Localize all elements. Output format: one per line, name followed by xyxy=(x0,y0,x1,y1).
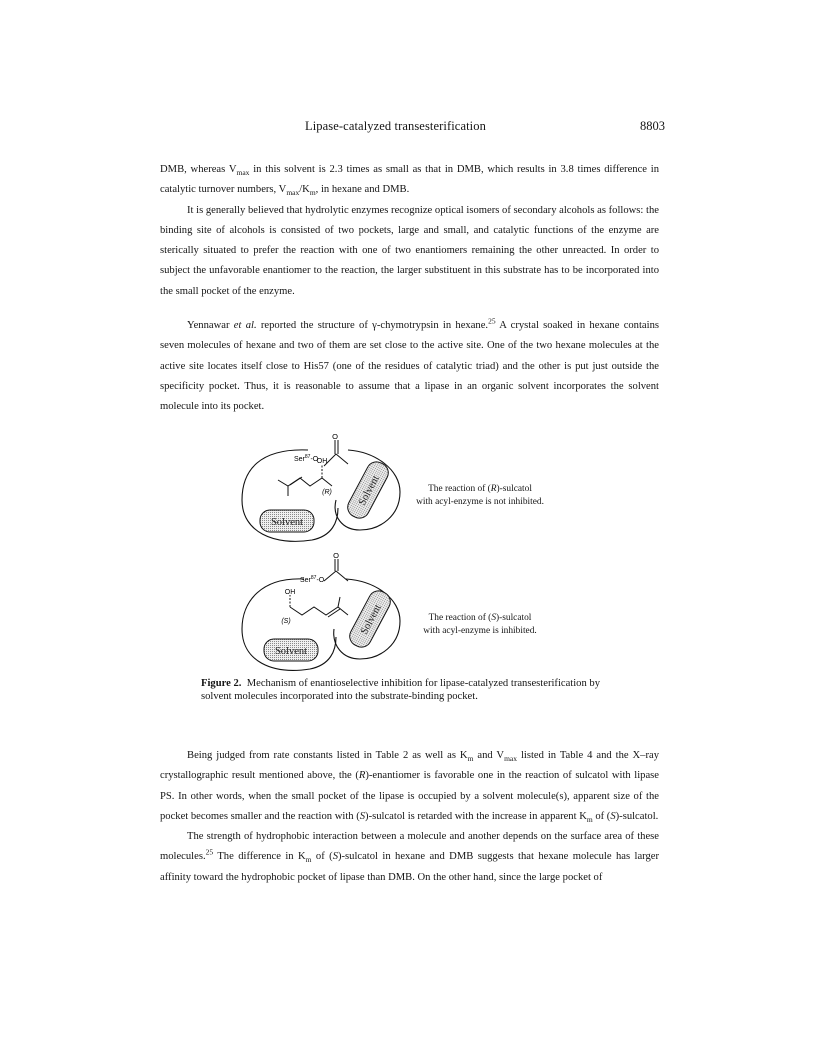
paragraph-1: DMB, whereas $V_{max}$ in this solvent is 2.3 times as small as that in DMB, which results in 3.8 times difference in catalytic turnover numbers, $V_{max}/K_m$, in hexane and DMB. xyxy=(160,164,659,198)
double-bond-line xyxy=(290,477,302,485)
sulcatol-chain xyxy=(278,478,332,486)
ser-o-bond-s xyxy=(324,571,336,581)
running-title: Lipase-catalyzed transesterification xyxy=(305,119,486,133)
ser-label-s: Ser$^{87}$-O xyxy=(300,575,325,584)
carbonyl-o-label: O xyxy=(332,432,338,441)
text-block-upper xyxy=(160,160,659,302)
small-pocket-solvent-label-s: Solvent xyxy=(358,602,384,637)
small-pocket-solvent-label: Solvent xyxy=(356,473,382,508)
config-label-s: (S) xyxy=(281,618,291,625)
acyl-methyl-bond xyxy=(336,454,348,464)
carbonyl-o-label-s: O xyxy=(333,551,339,560)
scheme-r-note: The reaction of (R)-sulcatol with acyl-enzyme is not inhibited. xyxy=(416,484,544,507)
scheme-r-sulcatol xyxy=(230,430,410,545)
scheme-s-sulcatol xyxy=(230,551,410,677)
oh-label-s: OH xyxy=(284,589,296,596)
ser-label: Ser$^{87}$-O xyxy=(294,454,319,463)
acyl-methyl-bond-s xyxy=(336,571,348,581)
page-number: 8803 xyxy=(640,119,665,133)
methyl-branch-s xyxy=(338,597,340,607)
caption-text: Mechanism of enantioselective inhibition for lipase-catalyzed transesterification by solvent molecules incorporated into the substrate-binding pocket. xyxy=(201,678,601,703)
large-pocket-solvent-label-s: Solvent xyxy=(274,646,308,657)
text-block-lower xyxy=(160,746,659,888)
figure-caption xyxy=(201,677,601,703)
text-block-middle xyxy=(160,316,659,417)
config-label: (R) xyxy=(322,489,332,496)
solvent-blob-small xyxy=(344,458,392,521)
scheme-s-drawing xyxy=(230,551,410,677)
paragraph-3: Yennawar et al. reported the structure of γ-chymotrypsin in hexane.$^{25}$ A crystal soaked in hexane contains seven molecules of hexane and two of them are set close to the active site. One of the two hexane molecules at the active site locates itself close to His57 (one of the residues of catalytic triad) and the other is put just outside the specificity pocket. Thus, it is reasonable to assume that a lipase in an organic solvent incorporates the solvent molecule into its pocket. xyxy=(160,316,659,413)
oh-label: OH xyxy=(316,458,328,465)
sulcatol-chain-s xyxy=(290,607,348,615)
paragraph-2: It is generally believed that hydrolytic enzymes recognize optical isomers of secondary alcohols as follows: the binding site of alcohols is consisted of two pockets, large and small, and catalytic functions of the enzyme are sterically situated to prefer the reaction with one of two enantiomers remaining the other unreacted. In order to subject the unfavorable enantiomer to the reaction, the larger substituent in this substrate has to be incorporated into the small pocket of the enzyme. xyxy=(160,204,659,297)
large-pocket-solvent-label: Solvent xyxy=(270,517,304,528)
scheme-s-note: The reaction of (S)-sulcatol with acyl-enzyme is inhibited. xyxy=(423,613,537,636)
paragraph-5: The strength of hydrophobic interaction between a molecule and another depends on the surface area of these molecules.$^{25}$ The difference in $K_m$ of (S)-sulcatol in hexane and DMB suggests that hexane molecule has larger affinity toward the hydrophobic pocket of lipase than DMB. On the other hand, since the large pocket of xyxy=(160,831,660,883)
paragraph-4: Being judged from rate constants listed in Table 2 as well as $K_m$ and $V_{max}$ listed in Table 4 and the X–ray crystallographic result mentioned above, the (R)-enantiomer is favorable one in the reaction of sulcatol with lipase PS. In other words, when the small pocket of the lipase is occupied by a solvent molecule(s), apparent size of the pocket becomes smaller and the reaction with (S)-sulcatol is retarded with the increase in apparent $K_m$ of (S)-sulcatol. xyxy=(160,750,659,824)
scheme-r-drawing xyxy=(230,430,410,545)
solvent-blob-small-s xyxy=(346,587,394,650)
caption-label: Figure 2. xyxy=(201,678,242,689)
